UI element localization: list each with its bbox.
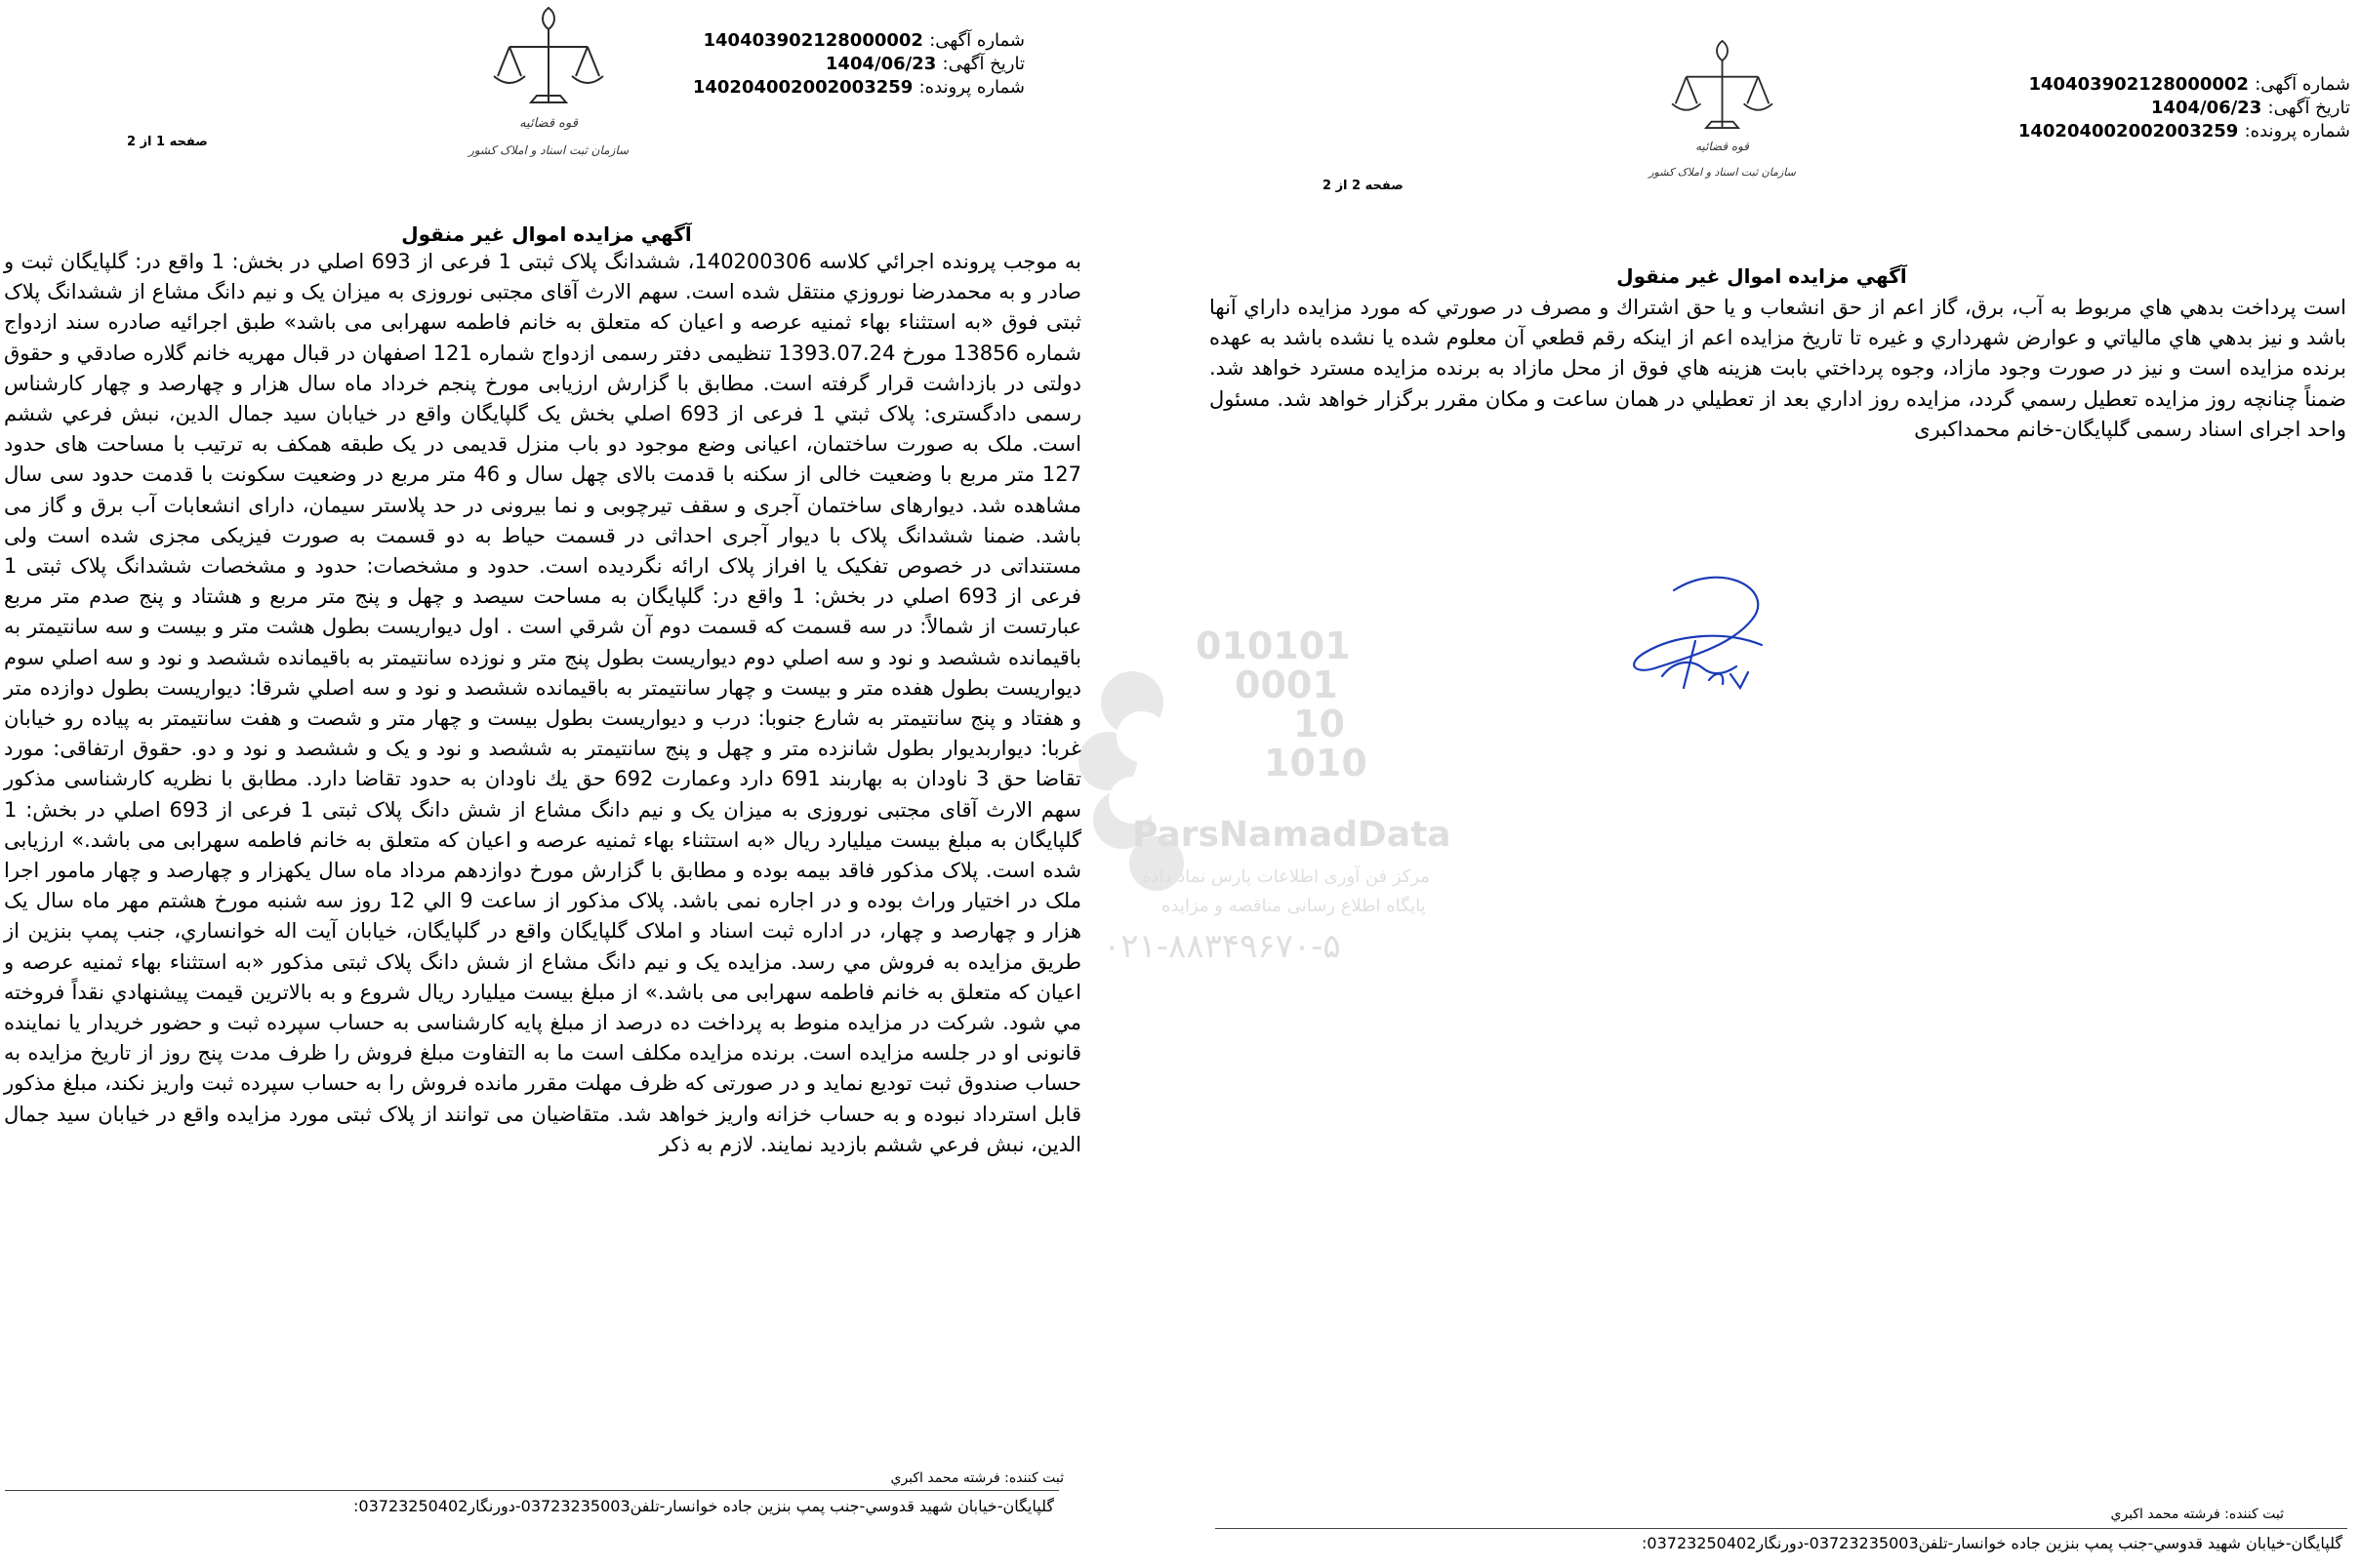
case-number: 140204002002003259 <box>692 77 914 98</box>
page-number: صفحه 1 از 2 <box>127 135 208 149</box>
emblem-caption-1: قوه قضائیه <box>1695 140 1750 154</box>
registrar-label: ثبت كننده: <box>1004 1470 1064 1486</box>
emblem-caption-2: سازمان ثبت اسناد و املاک کشور <box>1648 165 1796 179</box>
footer-address: گلپايگان-خيابان شهيد قدوسي-جنب پمپ بنزين جاده خوانسار-تلفن03723235003-دورنگار03723250402: <box>1642 1534 2342 1552</box>
footer-address: گلپايگان-خيابان شهيد قدوسي-جنب پمپ بنزين جاده خوانسار-تلفن03723235003-دورنگار03723250402: <box>353 1497 1054 1515</box>
notice-meta <box>673 29 1025 100</box>
notice-date-label: تاریخ آگهی: <box>2267 98 2350 118</box>
watermark-line-2: پایگاه اطلاع رسانی مناقصه و مزایده <box>1161 896 1426 916</box>
notice-date: 1404/06/23 <box>2150 98 2262 118</box>
registrar-name: فرشته محمد اكبري <box>2110 1507 2220 1522</box>
notice-number: 140403902128000002 <box>703 30 923 51</box>
footer-divider <box>5 1490 1059 1491</box>
case-number: 140204002002003259 <box>2017 121 2239 141</box>
case-number-label: شماره پرونده: <box>2244 121 2350 141</box>
notice-body: است پرداخت بدهي هاي مربوط به آب، برق، گاز اعم از حق انشعاب و يا حق اشتراك و مصرف در صورتي كه مورد مزايده داراي آنها باشد و نيز بدهي هاي مالياتي و عوارض شهرداري و غيره تا تاريخ مزايده اعم از اينكه رقم قطعي آن معلوم شده يا نشده باشد به عهده برنده مزايده است و نيز در صورت وجود مازاد، وجوه پرداختي بابت هزينه هاي فوق از محل مازاد به برنده مزايده مسترد خواهد شد. ضمناً چنانچه روز مزايده تعطيل رسمي گردد، مزايده روز اداري بعد از تعطيلي در همان ساعت و مكان مقرر برگزار خواهد شد. مسئول واحد اجرای اسناد رسمی گلپايگان-خانم محمداكبری <box>1209 296 2346 441</box>
signature-mark-icon <box>1615 551 1781 707</box>
page-number: صفحه 2 از 2 <box>1322 179 1404 193</box>
notice-date-label: تاریخ آگهی: <box>942 54 1025 74</box>
registrar-line <box>815 1470 1064 1486</box>
registrar-line <box>2035 1507 2284 1522</box>
case-number-label: شماره پرونده: <box>918 77 1025 98</box>
notice-title: آگهي مزايده اموال غير منقول <box>401 222 692 246</box>
scales-of-justice-icon <box>459 0 639 171</box>
notice-page-2 <box>1196 0 2360 1568</box>
notice-number-label: شماره آگهی: <box>929 30 1025 51</box>
watermark-line-1: مرکز فن آوری اطلاعات پارس نماد داده <box>1142 866 1430 887</box>
footer-divider <box>1215 1528 2347 1529</box>
emblem-caption-2: سازمان ثبت اسناد و املاک کشور <box>468 143 630 157</box>
notice-body: به موجب پرونده اجرائي كلاسه 140200306، ششدانگ پلاک ثبتی 1 فرعی از 693 اصلي در بخش: 1 واقع در: گلپايگان ثبت و صادر و به محمدرضا نوروزي منتقل شده است. سهم الارث آقای مجتبی نوروزی به ميزان يک و نيم دانگ مشاع از ششدانگ پلاک ثبتی فوق «به استثناء بهاء ثمنيه عرصه و اعيان كه متعلق به خانم فاطمه سهرابی می باشد» طبق اجرائيه صادره سند ازدواج شماره 13856 مورخ 1393.07.24 تنظيمی دفتر رسمی ازدواج شماره 121 اصفهان در قبال مهريه خانم گلاره صادقي و حقوق دولتی در بازداشت قرار گرفته است. مطابق با گزارش ارزيابی مورخ پنجم خرداد ماه سال هزار و چهارصد و چهار كارشناس رسمی دادگستری: پلاک ثبتي 1 فرعی از 693 اصلي بخش يک گلپايگان واقع در خيابان سيد جمال الدين، نبش فرعي ششم است. ملک به صورت ساختمان، اعيانی وضع موجود دو باب منزل قديمی در يک طبقه همكف به ترتيب با مساحت های حدود 127 متر مربع با وضعيت خالی از سكنه با قدمت بالای چهل سال و 46 متر مربع در وضعيت سكونت با قدمت حدود سی سال مشاهده شد. ديوارهای ساختمان آجری و سقف تيرچوبی و نما بيرونی در حد پلاستر سيمان، دارای انشعابات آب برق و گاز می باشد. ضمنا ششدانگ پلاک با ديوار آجری احداثی در قسمت حياط به دو قسمت به صورت فيزيكی مجزی شده است ولی مستنداتی در خصوص تفكيک يا افراز پلاک ارائه نگرديده است. حدود و مشخصات: حدود و مشخصات ششدانگ پلاک ثبتی 1 فرعی از 693 اصلي در بخش: 1 واقع در: گلپايگان به مساحت سيصد و چهل و پنج متر مربع و هشتاد و پنج صدم متر مربع عبارتست از شمالاً: در سه قسمت كه قسمت دوم آن شرقي است . اول ديواريست بطول هشت متر و بيست و سه سانتيمتر به باقيمانده ششصد و نود و سه اصلي دوم ديواريست بطول پنج متر و نوزده سانتيمتر به باقيمانده ششصد و نود و سه اصلي سوم ديواريست بطول هفده متر و بيست و چهار سانتيمتر به باقيمانده ششصد و نود و سه اصلي شرقا: ديواريست بطول دوازده متر و هفتاد و پنج سانتيمتر به شارع جنوبا: درب و ديواريست بطول بيست و چهار متر و شصت و هفت سانتيمتر به پياده رو خيابان غربا: ديواربديوار بطول شانزده متر و چهل و پنج سانتيمتر به ششصد و نود و يک و ششصد و نود و دو. حقوق ارتفاقی: مورد تقاضا حق 3 ناودان به بهاربند 691 دارد وعمارت 692 حق يك ناودان به حدود تقاضا دارد. مطابق با نظريه كارشناسی مذكور سهم الارث آقای مجتبی نوروزی به ميزان يک و نيم دانگ مشاع از شش دانگ پلاک ثبتی 1 فرعی از 693 اصلي در بخش: 1 گلپايگان به مبلغ بيست ميليارد ريال «به استثناء بهاء ثمنيه عرصه و اعيان كه متعلق به خانم فاطمه سهرابی می باشد.» ارزيابی شده است. پلاک مذكور فاقد بيمه بوده و مطابق با گزارش مورخ دوازدهم مرداد ماه سال يكهزار و چهارصد و چهار مامور اجرا ملک در اختيار وراث بوده و در اجاره نمی باشد. پلاک مذكور از ساعت 9 الي 12 روز سه شنبه مورخ هشتم مهر ماه سال يک هزار و چهارصد و چهار، در اداره ثبت اسناد و املاک گلپايگان واقع در گلپايگان، خيابان آيت اله خوانساري، جنب پمپ بنزين از طريق مزايده به فروش مي رسد. مزايده يک و نيم دانگ مشاع از شش دانگ پلاک ثبتی مذكور «به استثناء بهاء ثمنيه عرصه و اعيان كه متعلق به خانم فاطمه سهرابی می باشد.» از مبلغ بيست ميليارد ريال شروع و به بالاترين قيمت پيشنهادي نقداً فروخته مي شود. شركت در مزايده منوط به پرداخت ده درصد از مبلغ پايه كارشناسی به حساب سپرده ثبت و حضور خريدار يا نماينده قانونی او در جلسه مزايده است. برنده مزايده مكلف است ما به التفاوت مبلغ فروش را ظرف مدت پنج روز از تاريخ مزايده به حساب صندوق ثبت توديع نمايد و در صورتی كه ظرف مهلت مقرر مانده فروش را به حساب سپرده ثبت واريز نكند، مبلغ مذكور قابل استرداد نبوده و به حساب خزانه واريز خواهد شد. متقاضيان می توانند از پلاک ثبتی مورد مزايده واقع در خيابان سيد جمال الدين، نبش فرعي ششم بازديد نمايند. لازم به ذكر <box>4 250 1082 1156</box>
judiciary-emblem <box>1640 24 1806 200</box>
watermark-binary-4: 1010 <box>1264 742 1367 784</box>
watermark-phone: ۰۲۱-۸۸۳۴۹۶۷۰-۵ <box>1103 927 1341 966</box>
registrar-name: فرشته محمد اكبري <box>890 1470 1000 1486</box>
scales-of-justice-icon <box>1640 24 1806 200</box>
watermark-binary-1: 010101 <box>1196 624 1351 667</box>
watermark-binary-2: 0001 <box>1235 663 1338 706</box>
watermark-brand: ParsNamadData <box>1132 815 1451 855</box>
signature <box>1615 551 1781 707</box>
watermark-binary-3: 10 <box>1293 703 1345 745</box>
notice-number-label: شماره آگهی: <box>2255 74 2350 95</box>
notice-page-1 <box>0 0 1093 1568</box>
notice-title: آگهي مزايده اموال غير منقول <box>1616 264 1907 288</box>
notice-meta <box>1999 73 2350 143</box>
emblem-caption-1: قوه قضائیه <box>519 116 578 131</box>
notice-number: 140403902128000002 <box>2028 74 2249 95</box>
registrar-label: ثبت كننده: <box>2224 1507 2284 1522</box>
notice-date: 1404/06/23 <box>825 54 937 74</box>
judiciary-emblem <box>459 0 639 171</box>
